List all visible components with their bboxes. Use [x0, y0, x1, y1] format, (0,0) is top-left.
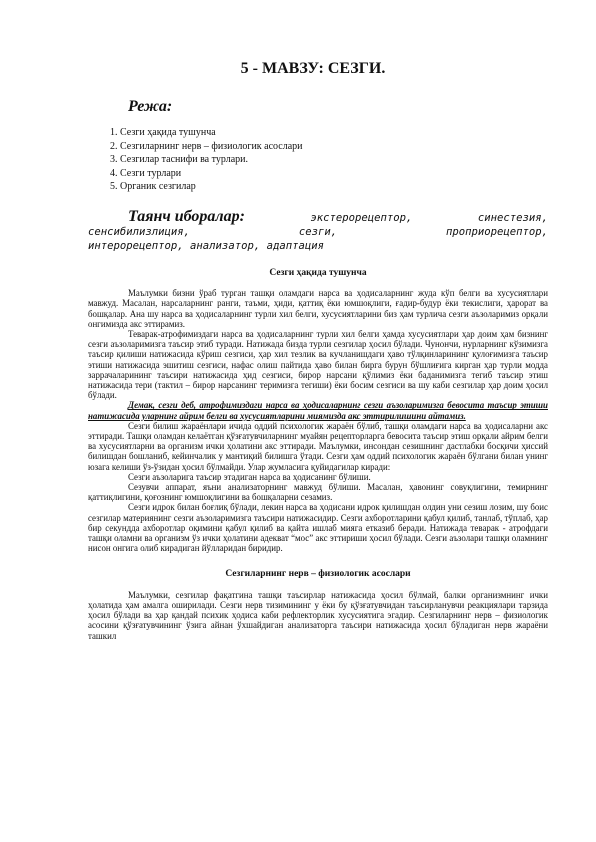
paragraph: Маълумки, сезгилар фақатгина ташқи таъсирлар натижасида ҳосил бўлмай, балки организмнинг ички ҳолатида ҳам амалга оширилади. Сезги нерв тизимининг у ёки бу қўзғатувчидан таъсирланувчи реакциялари тарзида ҳосил бўлади ва ҳар қандай психик ҳодиса каби рефлекторлик хусусиятига эгадир. Сезгиларнинг нерв – физиологик асосини қўзғатувчининг ўзига айнан ўхшайдиган анализаторга таъсири натижасида ҳосил бўладиган нерв жараёни ташкил: [88, 589, 548, 641]
keyword: синестезия,: [477, 212, 548, 224]
plan-item: 5. Органик сезгилар: [120, 180, 303, 194]
section-heading: Сезги ҳақида тушунча: [269, 268, 367, 278]
keywords-block: [88, 210, 548, 253]
paragraph: Теварак-атрофимиздаги нарса ва ҳодисаларнинг турли хил белги ҳамда хусусиятлари ҳар доим ҳам бизнинг сезги аъзоларимизга таъсир этиб туради. Натижада бизда турли сезгилар ҳосил бўлади. Чунончи, нурларнинг кўзимизга таъсир қилиши натижасида кўриш сезгиси, ҳар хил тезлик ва кучланишдаги ҳаво тўлқинларининг қулоғимизга таъсир этиши натижасида эшитиш сезгиси, нафас олиш пайтида ҳаво билан бирга бурун бўшлиғига кирган ҳар турли модда заррачаларининг таъсири натижасида ҳид сезгиси, бирор нарсани қўлимиз ёки баданимизга тегиб таъсир этиш натижасида тери (тактил – бирор нарсанинг теримизга тегиши) ёки босим сезгиси ва шу каби сезгилар ҳар доим ҳосил бўлади.: [88, 329, 548, 401]
paragraph: Маълумки бизни ўраб турган ташқи оламдаги нарса ва ҳодисаларнинг жуда кўп белги ва хусусиятлари мавжуд. Масалан, нарсаларнинг ранги, таъми, ҳиди, қаттиқ ёки юмшоқлиги, ғадир-будур ёки текислиги, ҳарорат ва бошқалар. Ана шу нарса ва ҳодисаларнинг турли хил белги, хусусиятларини биз ҳам турлича сезги аъзоларимиз орқали онгимизда акс эттирамиз.: [88, 288, 548, 329]
paragraph: Сезги идрок билан боғлиқ бўлади, лекин нарса ва ҳодисани идрок қилишдан олдин уни сезиш лозим, шу боис сезгилар материянинг сезги аъзоларимизга таъсири натижасидир. Сезги ахборотларини қабул қилиб, танлаб, тўплаб, ҳар бир секундда ахборотлар оқимини қабул қилиб ва қайта ишлаб мияга етказиб беради. Натижада теварак - атрофдаги ташқи оламни ва организм ўз ички ҳолатини адекват “мос” акс эттириши ҳосил бўлади. Сезги аъзолари ташқи оламнинг нисон онгига олиб кирадиган йўлларидан биридир.: [88, 502, 548, 554]
paragraph: Сезги аъзоларига таъсир этадиган нарса ва ҳодисанинг бўлиши.: [128, 471, 371, 482]
content: [88, 262, 548, 641]
section-heading: Сезгиларнинг нерв – физиологик асослари: [225, 569, 411, 580]
plan-item: 4. Сезги турлари: [120, 167, 303, 181]
page-title: 5 - МАВЗУ: СЕЗГИ.: [240, 60, 386, 77]
keyword: проприорецептор,: [445, 226, 548, 238]
definition-paragraph: Демак, сезги деб, атрофимиздаги нарса ва ҳодисаларнинг сезги аъзоларимизга бевосита таъсир этиши натижасида уларнинг айрим белги ва хусусиятларини миямизда акс эттирилишини айтамиз.: [88, 400, 548, 421]
keywords-heading: Таянч иборалар:: [128, 208, 245, 225]
keyword: сезги,: [298, 226, 338, 238]
plan-item: 2. Сезгиларнинг нерв – физиологик асослари: [120, 140, 303, 154]
paragraph: Сезги билиш жараёнлари ичида оддий психологик жараён бўлиб, ташқи оламдаги нарса ва ҳодисаларни акс эттиради. Ташқи оламдан келаётган қўзғатувчиларнинг муайян рецепторларга бевосита таъсир этиш орқали айрим белги ва хусусиятларни ва организм ички ҳолатини акс эттиради. Маълумки, инсондан сезишнинг дастлабки босқичи ҳиссий билишдан бошланиб, кейинчалик у мантиқий билишга ўтади. Сезги ҳам оддий психологик жараён бўлгани билан унинг юзага келиши ўз-ўзидан ҳосил бўлмайди. Улар жумласига қуйидагилар киради:: [88, 420, 548, 472]
plan-list: [100, 126, 303, 194]
keyword: сенсибилизлиция,: [88, 226, 191, 238]
paragraph: Сезувчи аппарат, яъни анализаторнинг мавжуд бўлиши. Масалан, ҳавонинг совуқлигини, темирнинг қаттиқлигини, қоғознинг юмшоқлигини ва бошқаларни сезамиз.: [88, 482, 548, 503]
plan-heading: Режа:: [128, 98, 173, 115]
plan-item: 3. Сезгилар таснифи ва турлари.: [120, 153, 303, 167]
keyword: экстерорецептор,: [310, 212, 413, 224]
plan-item: 1. Сезги ҳақида тушунча: [120, 126, 303, 140]
keyword-line: интерорецептор, анализатор, адаптация: [88, 240, 324, 252]
